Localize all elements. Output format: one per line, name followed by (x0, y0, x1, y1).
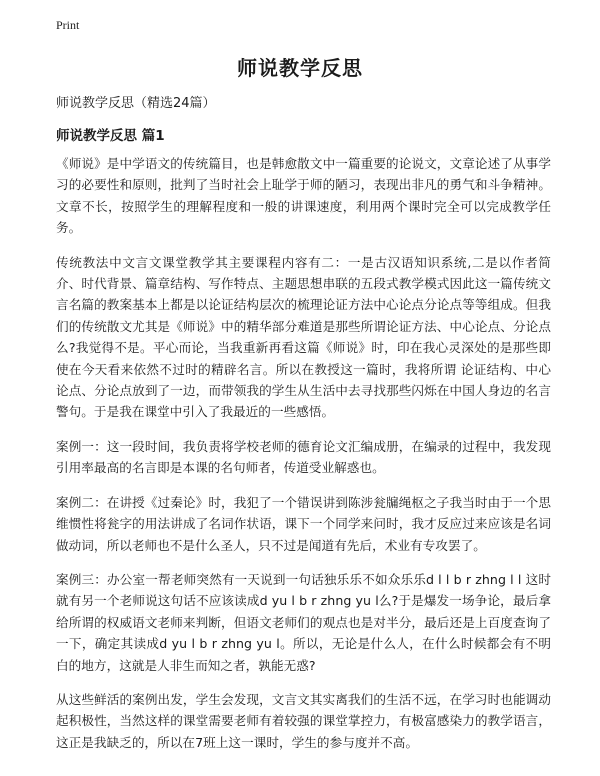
section-heading: 师说教学反思 篇1 (56, 128, 165, 144)
document-subtitle: 师说教学反思（精选24篇） (56, 96, 216, 111)
paragraph-1: 《师说》是中学语文的传统篇目，也是韩愈散文中一篇重要的论说文，文章论述了从事学习的必要性和原则，批判了当时社会上耻学于师的陋习，表现出非凡的勇气和斗争精神。文章不长，按照学生的理解程度和一般的讲课速度，利用两个课时完全可以完成教学任务。 (56, 156, 551, 236)
paragraph-5: 案例三：办公室一帮老师突然有一天说到一句话独乐乐不如众乐乐d l l b r zhng l l 这时就有另一个老师说这句话不应该读成d yu l b r zhng yu l么?于是爆发一场争论，最后拿给所谓的权威语文老师来判断，但语文老师们的观点也是对半分，最后还是上百度查询了一下，确定其读成d yu l b r zhng yu l。所以，无论是什么人，在什么时候都会有不明白的地方，这就是人非生而知之者，孰能无惑? (56, 571, 551, 673)
print-label[interactable]: Print (56, 18, 80, 32)
document-body (56, 153, 551, 766)
document-title: 师说教学反思 (237, 56, 363, 80)
paragraph-4: 案例二：在讲授《过秦论》时，我犯了一个错误讲到陈涉瓮牖绳枢之子我当时由于一个思维惯性将瓮字的用法讲成了名词作状语，课下一个同学来问时，我才反应过来应该是名词做动词，所以老师也不是什么圣人，只不过是闻道有先后，术业有专攻罢了。 (56, 494, 551, 553)
paragraph-2: 传统教法中文言文课堂教学其主要课程内容有二：一是古汉语知识系统,二是以作者简介、时代背景、篇章结构、写作特点、主题思想串联的五段式教学模式因此这一篇传统文言名篇的教案基本上都是以论证结构层次的梳理论证方法中心论点分论点等等组成。但我们的传统散文尤其是《师说》中的精华部分难道是那些所谓论证方法、中心论点、分论点么?我觉得不是。平心而论，当我重新再看这篇《师说》时，印在我心灵深处的是那些即使在今天看来依然不过时的精辟名言。所以在教授这一篇时，我将所谓 论证结构、中心论点、分论点放到了一边，而带领我的学生从生活中去寻找那些闪烁在中国人身边的名言警句。于是我在课堂中引入了我最近的一些感悟。 (56, 254, 551, 420)
paragraph-6: 从这些鲜活的案例出发，学生会发现，文言文其实离我们的生活不远，在学习时也能调动起积极性，当然这样的课堂需要老师有着较强的课堂掌控力，有极富感染力的教学语言，这正是我缺乏的，所以在7班上这一课时，学生的参与度并不高。 (56, 691, 551, 750)
paragraph-3: 案例一：这一段时间，我负责将学校老师的德育论文汇编成册，在编录的过程中，我发现引用率最高的名言即是本课的名句师者，传道受业解惑也。 (56, 438, 551, 476)
